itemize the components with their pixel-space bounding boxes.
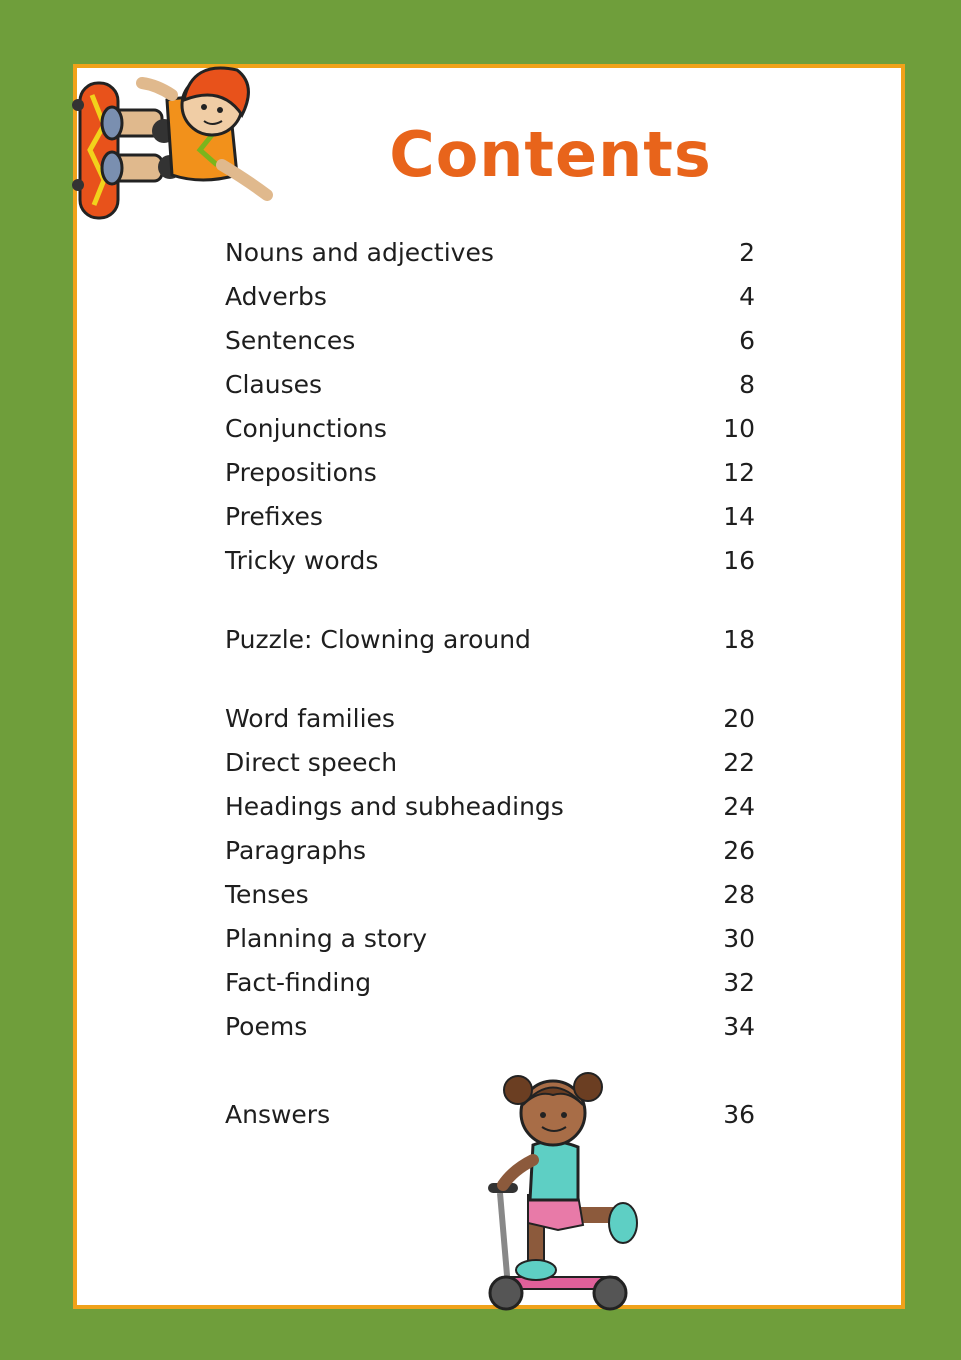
toc-entry-label: Headings and subheadings: [225, 792, 564, 821]
toc-entry-page: 2: [739, 238, 755, 267]
toc-entry-label: Word families: [225, 704, 395, 733]
toc-entry-page: 6: [739, 326, 755, 355]
toc-entry-label: Planning a story: [225, 924, 428, 953]
toc-entry-page: 10: [723, 414, 755, 443]
toc-entry-label: Conjunctions: [225, 414, 387, 443]
toc-entry[interactable]: [225, 625, 755, 665]
toc-entry[interactable]: [225, 836, 755, 876]
toc-entry-label: Prefixes: [225, 502, 323, 531]
toc-entry-page: 30: [723, 924, 755, 953]
toc-entry[interactable]: [225, 880, 755, 920]
toc-entry[interactable]: [225, 326, 755, 366]
toc-entry[interactable]: [225, 546, 755, 586]
toc-entry[interactable]: [225, 968, 755, 1008]
toc-entry-label: Clauses: [225, 370, 322, 399]
toc-entry-page: 4: [739, 282, 755, 311]
toc-entry-page: 20: [723, 704, 755, 733]
toc-entry[interactable]: [225, 704, 755, 744]
toc-entry-page: 36: [723, 1100, 755, 1129]
page-title: Contents: [389, 118, 712, 191]
toc-entry[interactable]: [225, 370, 755, 410]
toc-entry[interactable]: [225, 282, 755, 322]
toc-entry[interactable]: [225, 458, 755, 498]
toc-entry[interactable]: [225, 238, 755, 278]
toc-entry-page: 32: [723, 968, 755, 997]
toc-entry-page: 26: [723, 836, 755, 865]
toc-entry-page: 18: [723, 625, 755, 654]
toc-entry[interactable]: [225, 748, 755, 788]
toc-entry-page: 24: [723, 792, 755, 821]
toc-entry-page: 8: [739, 370, 755, 399]
toc-entry-label: Puzzle: Clowning around: [225, 625, 531, 654]
toc-entry-label: Nouns and adjectives: [225, 238, 494, 267]
toc-entry[interactable]: [225, 1012, 755, 1052]
toc-entry[interactable]: [225, 924, 755, 964]
toc-entry-label: Sentences: [225, 326, 356, 355]
toc-entry-label: Prepositions: [225, 458, 377, 487]
toc-entry-page: 34: [723, 1012, 755, 1041]
toc-entry-page: 22: [723, 748, 755, 777]
toc-entry[interactable]: [225, 792, 755, 832]
toc-entry-page: 12: [723, 458, 755, 487]
toc-entry-label: Paragraphs: [225, 836, 367, 865]
toc-entry-label: Tricky words: [225, 546, 379, 575]
toc-entry[interactable]: [225, 502, 755, 542]
toc-entry-label: Tenses: [225, 880, 309, 909]
toc-entry-page: 16: [723, 546, 755, 575]
toc-entry-page: 14: [723, 502, 755, 531]
scooter-girl-illustration: [478, 1065, 653, 1315]
toc-entry-label: Answers: [225, 1100, 331, 1129]
toc-entry-page: 28: [723, 880, 755, 909]
toc-entry-label: Fact-finding: [225, 968, 372, 997]
toc-entry-label: Adverbs: [225, 282, 327, 311]
toc-entry[interactable]: [225, 414, 755, 454]
toc-entry-label: Direct speech: [225, 748, 398, 777]
toc-entry-label: Poems: [225, 1012, 308, 1041]
